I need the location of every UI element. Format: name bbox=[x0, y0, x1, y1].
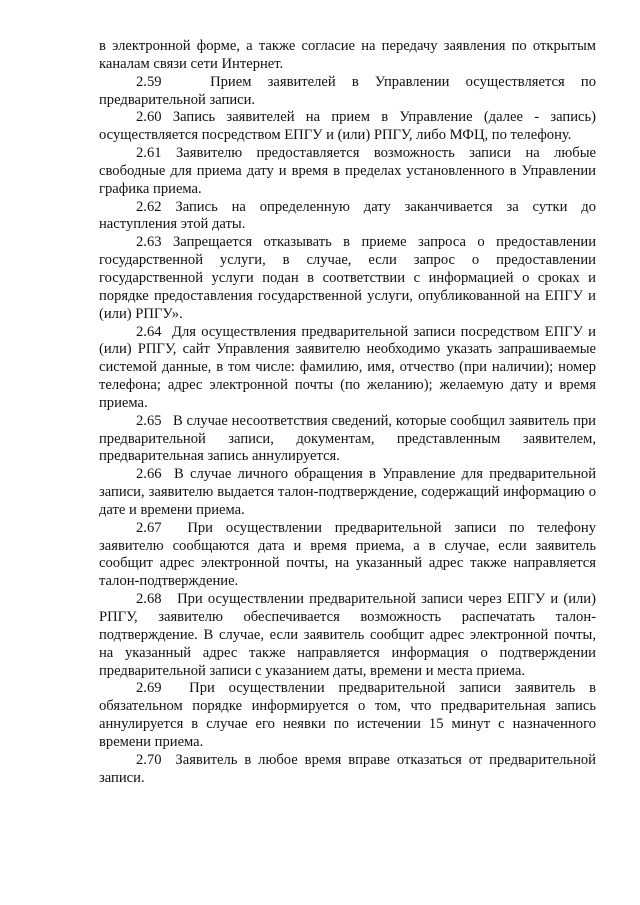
paragraph-number: 2.68 bbox=[136, 591, 162, 608]
paragraph-number: 2.59 bbox=[136, 73, 162, 90]
paragraph-number: 2.66 bbox=[136, 466, 162, 483]
paragraph-2-68 bbox=[99, 591, 596, 680]
paragraph-number: 2.69 bbox=[136, 680, 162, 697]
paragraph-2-66 bbox=[99, 466, 596, 520]
paragraph-2-69 bbox=[99, 680, 596, 751]
paragraph-text: Запись на определенную дату заканчивается за сутки до наступления этой даты. bbox=[99, 198, 596, 233]
paragraph-text: Запись заявителей на прием в Управление (далее - запись) осуществляется посредством ЕПГУ и (или) РПГУ, либо МФЦ, по телефону. bbox=[99, 109, 596, 144]
paragraph-text: В случае личного обращения в Управление для предварительной записи, заявителю выдается талон-подтверждение, содержащий информацию о дате и времени приема. bbox=[99, 466, 597, 518]
paragraph-2-60 bbox=[99, 109, 596, 145]
paragraph-text: Заявитель в любое время вправе отказаться от предварительной записи. bbox=[99, 751, 596, 786]
paragraph-number: 2.70 bbox=[136, 751, 162, 768]
paragraph-2-65 bbox=[99, 413, 596, 467]
paragraph-text: Для осуществления предварительной записи посредством ЕПГУ и (или) РПГУ, сайт Управления заявителю необходимо указать запрашиваемые системой данные, в том числе: фамилию, имя, отчество (при наличии); номер телефона; адрес электронной почты (по желанию); желаемую дату и время приема. bbox=[99, 323, 596, 411]
paragraph-2-67 bbox=[99, 520, 596, 591]
paragraph-text: Заявителю предоставляется возможность записи на любые свободные для приема дату и время в пределах установленного в Управлении графика приема. bbox=[99, 145, 597, 197]
paragraph-2-64 bbox=[99, 324, 596, 413]
paragraph-number: 2.64 bbox=[136, 323, 162, 340]
paragraph-text: Прием заявителей в Управлении осуществляется по предварительной записи. bbox=[99, 73, 596, 108]
paragraph-2-59 bbox=[99, 74, 596, 110]
paragraph-continuation bbox=[99, 38, 596, 74]
paragraph-2-62 bbox=[99, 199, 596, 235]
paragraph-2-63 bbox=[99, 234, 596, 323]
paragraph-number: 2.65 bbox=[136, 412, 162, 429]
paragraph-number: 2.67 bbox=[136, 519, 162, 536]
paragraph-number: 2.60 bbox=[136, 109, 162, 126]
paragraph-text: При осуществлении предварительной записи заявитель в обязательном порядке информируется о том, что предварительная запись аннулируется в случае его неявки по истечении 15 минут с назначенного времени приема. bbox=[99, 680, 596, 750]
paragraph-text: в электронной форме, а также согласие на передачу заявления по открытым каналам связи сети Интернет. bbox=[99, 38, 596, 72]
paragraph-number: 2.61 bbox=[136, 145, 162, 162]
paragraph-number: 2.62 bbox=[136, 198, 162, 215]
paragraph-text: При осуществлении предварительной записи через ЕПГУ и (или) РПГУ, заявителю обеспечивается возможность распечатать талон-подтверждение. В случае, если заявитель сообщит адрес электронной почты, на указанный адрес также направляется информация о подтверждении предварительной записи с указанием даты, времени и места приема. bbox=[99, 591, 596, 679]
paragraph-2-61 bbox=[99, 145, 596, 199]
paragraph-text: Запрещается отказывать в приеме запроса о предоставлении государственной услуги, в случае, если запрос о предоставлении государственной услуги подан в соответствии с информацией о сроках и порядке предоставления государственной услуги, опубликованной на ЕПГУ и (или) РПГУ». bbox=[99, 234, 597, 322]
paragraph-number: 2.63 bbox=[136, 234, 162, 251]
paragraph-text: В случае несоответствия сведений, которые сообщил заявитель при предварительной записи, документам, представленным заявителем, предварительная запись аннулируется. bbox=[99, 412, 596, 465]
paragraph-2-70 bbox=[99, 752, 596, 788]
paragraph-text: При осуществлении предварительной записи по телефону заявителю сообщаются дата и время приема, а в случае, если заявитель сообщит адрес электронной почты, на указанный адрес также направляется талон-подтверждение. bbox=[99, 519, 597, 590]
document-page bbox=[99, 38, 596, 787]
